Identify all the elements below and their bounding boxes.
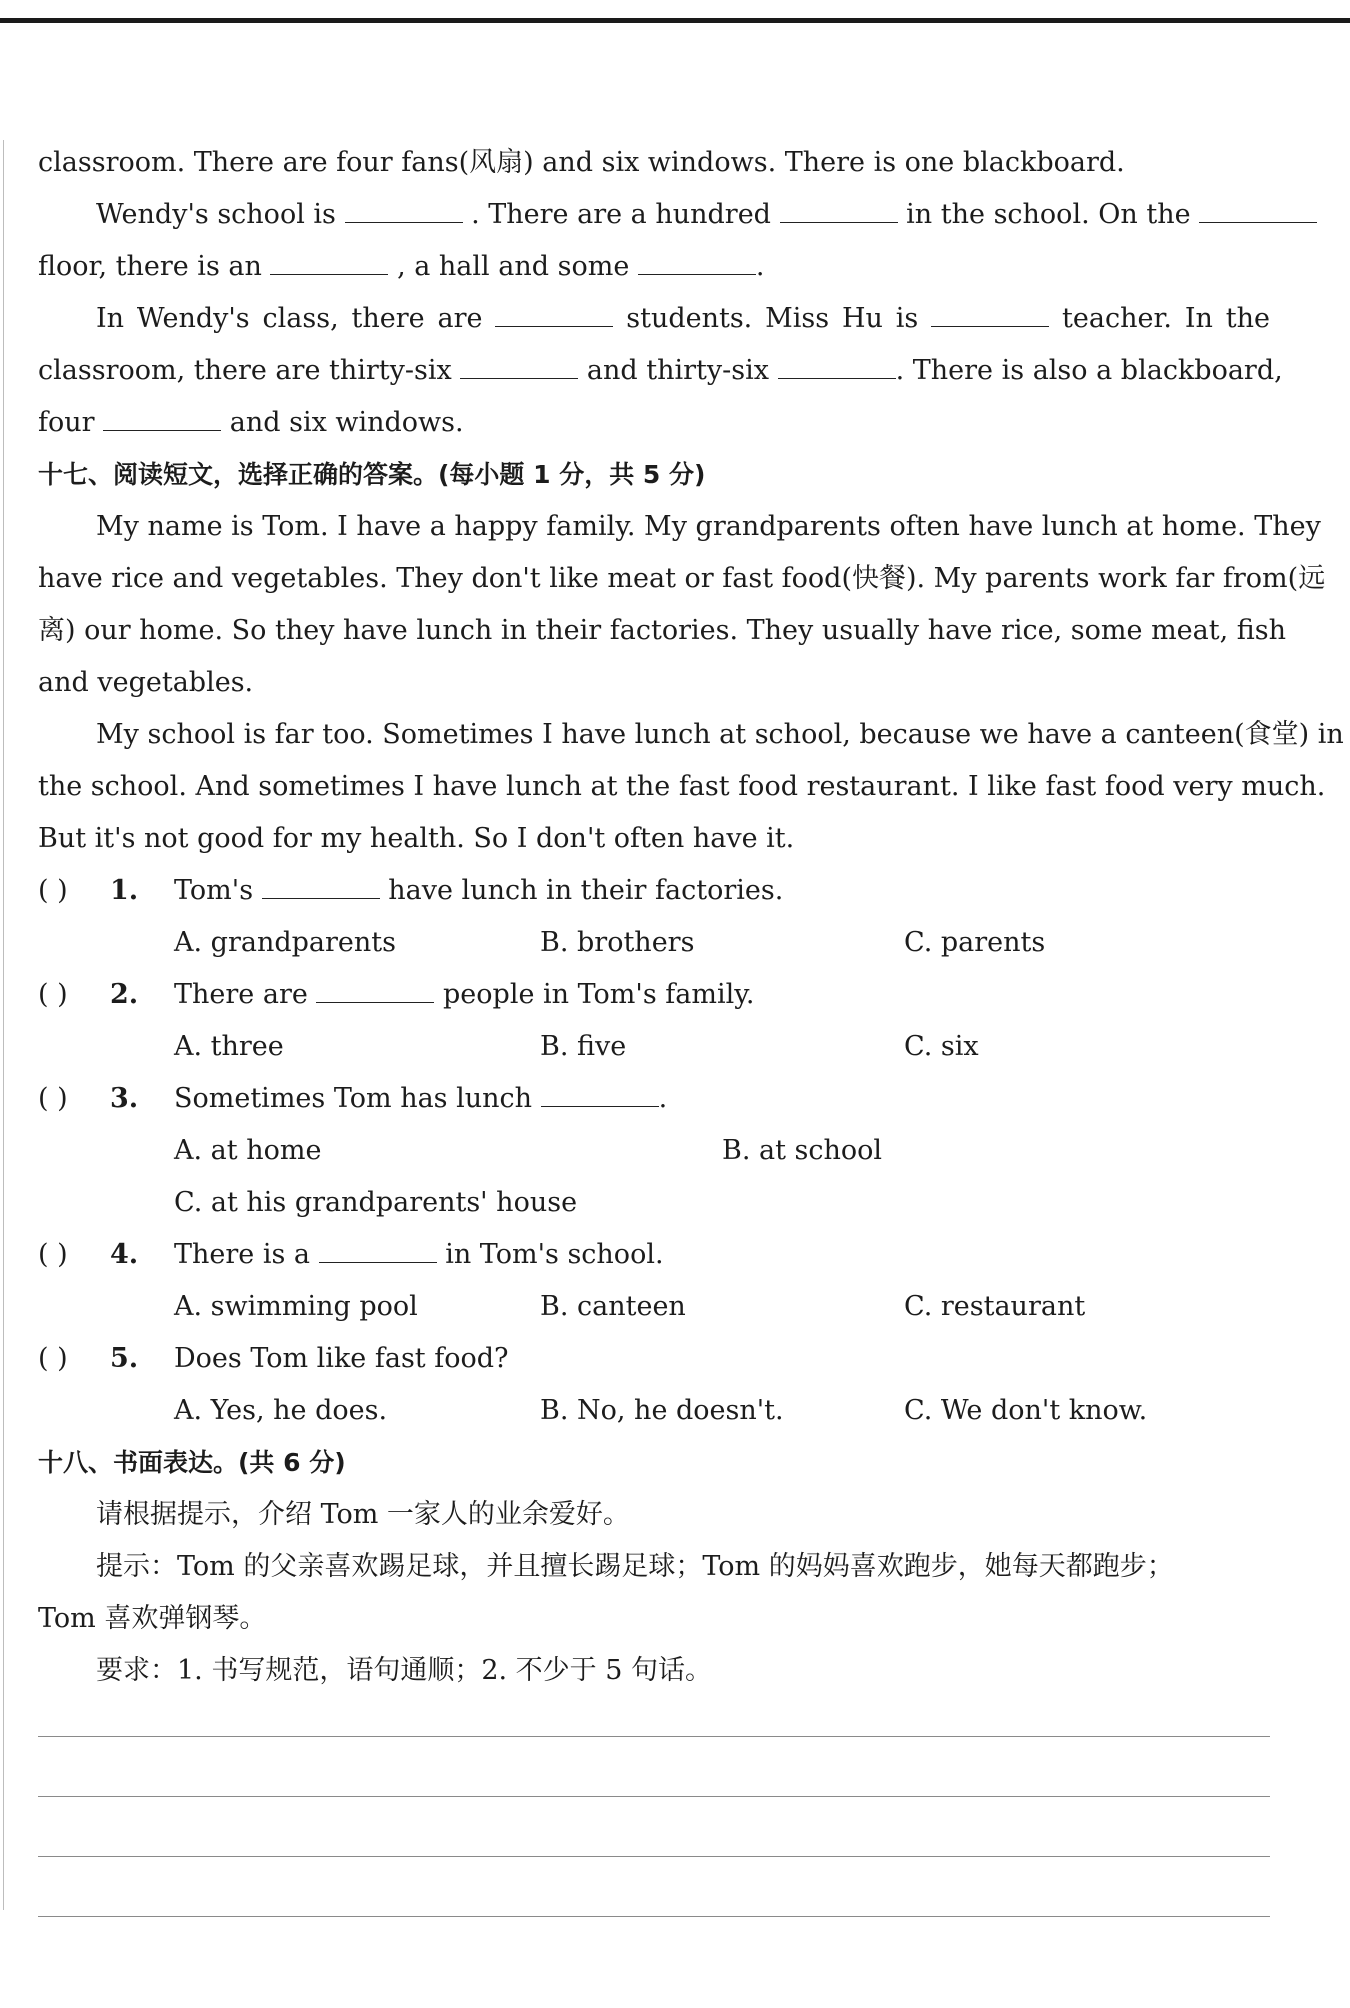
question-number: 5.: [110, 1343, 139, 1374]
section-17-heading: 十七、阅读短文，选择正确的答案。(每小题 1 分，共 5 分): [38, 460, 706, 489]
answer-blank[interactable]: [345, 202, 463, 223]
option-a[interactable]: A. three: [174, 1031, 284, 1062]
summary-line-1: Wendy's school is . There are a hundred in the school. On the: [38, 197, 1270, 233]
option-c[interactable]: C. restaurant: [904, 1291, 1086, 1322]
answer-blank[interactable]: [270, 254, 388, 275]
option-b[interactable]: B. at school: [722, 1135, 883, 1166]
answer-paren[interactable]: ( ): [38, 875, 68, 906]
option-c[interactable]: C. parents: [904, 927, 1046, 958]
answer-blank[interactable]: [460, 358, 578, 379]
writing-line-3[interactable]: [38, 1856, 1270, 1857]
answer-blank[interactable]: [931, 306, 1049, 327]
top-border-rule: [0, 18, 1350, 23]
page-edge-line: [3, 140, 4, 1910]
question-number: 4.: [110, 1239, 139, 1270]
reading-para2-line1: My school is far too. Sometimes I have lunch at school, because we have a canteen(食堂) in: [96, 719, 1344, 750]
answer-blank[interactable]: [780, 202, 898, 223]
option-b[interactable]: B. brothers: [540, 927, 695, 958]
reading-para2-line3: But it's not good for my health. So I don't often have it.: [38, 823, 795, 854]
writing-hint-line1: 提示：Tom 的父亲喜欢踢足球，并且擅长踢足球；Tom 的妈妈喜欢跑步，她每天都跑步；: [96, 1551, 1174, 1582]
writing-line-1[interactable]: [38, 1736, 1270, 1737]
question-number: 3.: [110, 1083, 139, 1114]
summary-line-3: In Wendy's class, there are students. Miss Hu is teacher. In the: [96, 303, 1270, 334]
writing-line-4[interactable]: [38, 1916, 1270, 1917]
answer-blank[interactable]: [316, 982, 434, 1003]
option-a[interactable]: A. Yes, he does.: [174, 1395, 388, 1426]
option-c[interactable]: C. at his grandparents' house: [174, 1187, 578, 1218]
passage-last-line: classroom. There are four fans(风扇) and six windows. There is one blackboard.: [38, 147, 1125, 178]
option-b[interactable]: B. canteen: [540, 1291, 686, 1322]
option-b[interactable]: B. No, he doesn't.: [540, 1395, 784, 1426]
option-a[interactable]: A. grandparents: [174, 927, 396, 958]
answer-paren[interactable]: ( ): [38, 1083, 68, 1114]
summary-line-5: four and six windows.: [38, 407, 464, 438]
summary-line-4: classroom, there are thirty-six and thirty-six . There is also a blackboard,: [38, 355, 1283, 386]
answer-blank[interactable]: [541, 1086, 659, 1107]
answer-paren[interactable]: ( ): [38, 1343, 68, 1374]
answer-blank[interactable]: [495, 306, 613, 327]
writing-requirement: 要求：1. 书写规范，语句通顺；2. 不少于 5 句话。: [96, 1655, 713, 1686]
reading-para1-line1: My name is Tom. I have a happy family. My grandparents often have lunch at home. They: [96, 511, 1321, 542]
question-number: 1.: [110, 875, 139, 906]
answer-blank[interactable]: [319, 1242, 437, 1263]
answer-blank[interactable]: [638, 254, 756, 275]
answer-blank[interactable]: [103, 410, 221, 431]
option-c[interactable]: C. We don't know.: [904, 1395, 1148, 1426]
question-text: Does Tom like fast food?: [174, 1343, 509, 1374]
answer-blank[interactable]: [1199, 202, 1317, 223]
option-c[interactable]: C. six: [904, 1031, 979, 1062]
answer-paren[interactable]: ( ): [38, 979, 68, 1010]
writing-line-2[interactable]: [38, 1796, 1270, 1797]
option-b[interactable]: B. five: [540, 1031, 627, 1062]
reading-para2-line2: the school. And sometimes I have lunch at the fast food restaurant. I like fast food very much.: [38, 771, 1326, 802]
reading-para1-line2: have rice and vegetables. They don't like meat or fast food(快餐). My parents work far from(远: [38, 563, 1326, 594]
option-a[interactable]: A. swimming pool: [174, 1291, 418, 1322]
answer-blank[interactable]: [262, 878, 380, 899]
answer-blank[interactable]: [778, 358, 896, 379]
reading-para1-line3: 离) our home. So they have lunch in their factories. They usually have rice, some meat, fish: [38, 615, 1287, 646]
summary-line-2: floor, there is an , a hall and some .: [38, 251, 765, 282]
answer-paren[interactable]: ( ): [38, 1239, 68, 1270]
question-number: 2.: [110, 979, 139, 1010]
section-18-heading: 十八、书面表达。(共 6 分): [38, 1448, 346, 1477]
option-a[interactable]: A. at home: [174, 1135, 322, 1166]
reading-para1-line4: and vegetables.: [38, 667, 254, 698]
writing-instruction: 请根据提示，介绍 Tom 一家人的业余爱好。: [96, 1499, 630, 1530]
writing-hint-line2: Tom 喜欢弹钢琴。: [38, 1603, 267, 1634]
